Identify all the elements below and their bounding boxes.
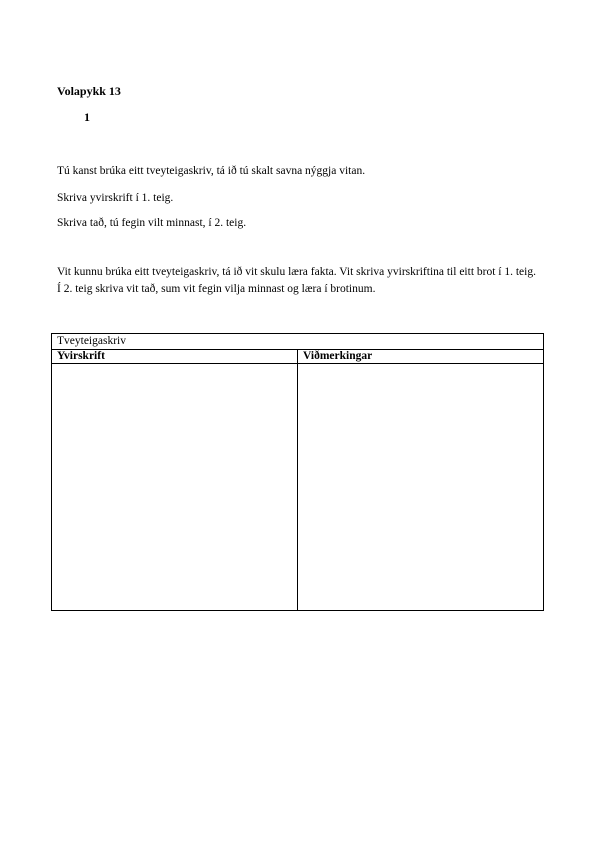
table-caption: Tveyteigaskriv — [52, 334, 543, 350]
page-title: Volapykk 13 — [57, 84, 121, 98]
section-number: 1 — [84, 110, 90, 124]
intro-paragraph: Tú kanst brúka eitt tveyteigaskriv, tá ið tú skalt savna nýggja vitan. — [57, 165, 366, 177]
column-header-heading: Yvirskrift — [52, 350, 298, 363]
column-header-notes: Viðmerkingar — [303, 350, 373, 362]
instruction-step-1: Skriva yvirskrift í 1. teig. — [57, 192, 174, 204]
heading-cell[interactable] — [52, 364, 298, 611]
instruction-step-2: Skriva tað, tú fegin vilt minnast, í 2. teig. — [57, 217, 247, 229]
table-header-row — [52, 350, 543, 364]
two-column-notes-table — [51, 333, 544, 611]
explanation-paragraph: Vit kunnu brúka eitt tveyteigaskriv, tá ið vit skulu læra fakta. Vit skriva yvirskriftina til eitt brot í 1. teig. Í 2. teig skriva vit tað, sum vit fegin vilja minnast og læra í brotinum. — [57, 266, 536, 295]
notes-cell[interactable] — [298, 364, 543, 611]
table-body-row — [52, 364, 543, 611]
